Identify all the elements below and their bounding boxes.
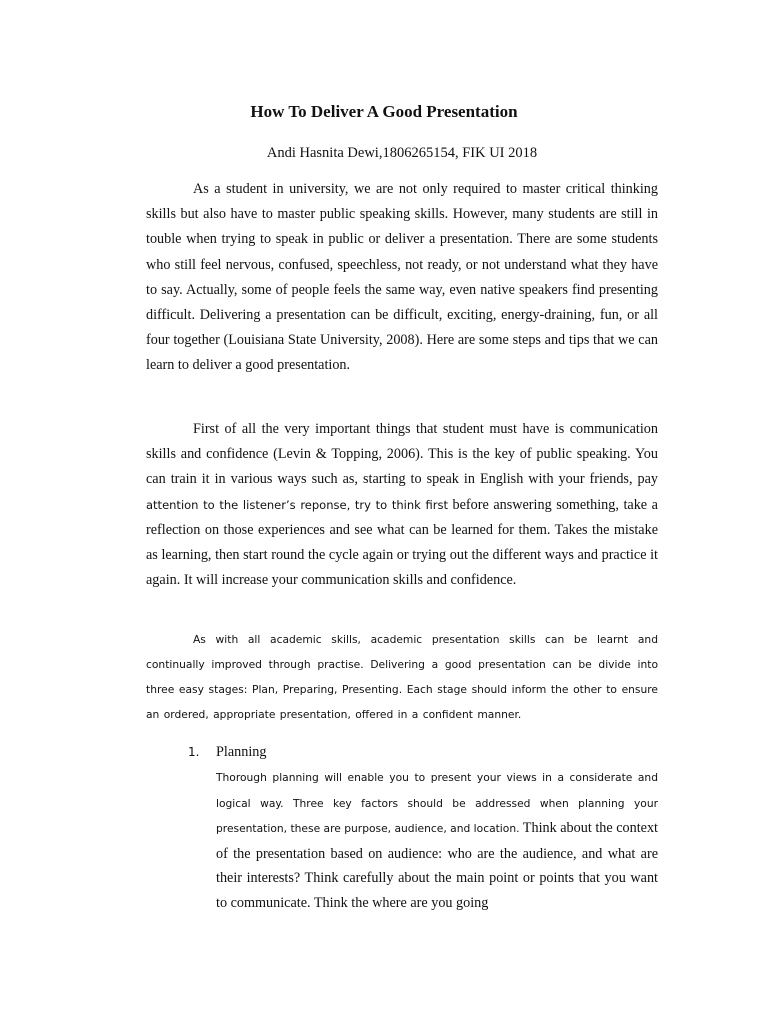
stages-list — [190, 740, 660, 916]
author-line: Andi Hasnita Dewi,1806265154, FIK UI 2018 — [266, 145, 538, 161]
paragraph-communication-part-3: before answering something, take a reflection on those experiences and see what can be learned for them. Takes the mistake as learning, then start round the cycle again or trying out the different ways and practice it again. It will increase your communication skills and confidence. — [146, 496, 658, 589]
list-number: 1. — [188, 745, 200, 759]
list-item-body — [216, 765, 658, 916]
list-label: Planning — [216, 744, 267, 760]
list-body-serif: Think about the context of the presentation based on audience: who are the audience, and what are their interests? Think carefully about the main point or points that you want to communicate. Think the where are you going — [216, 820, 658, 911]
paragraph-communication-part-2: attention to the listener’s reponse, try to think first — [146, 497, 448, 512]
document-title: How To Deliver A Good Presentation — [250, 102, 518, 121]
list-body-sans: Thorough planning will enable you to present your views in a considerate and logical way. Three key factors should be addressed when planning your presentation, these are purpose, audience, and location. — [216, 771, 658, 836]
paragraph-intro: As a student in university, we are not only required to master critical thinking skills but also have to master public speaking skills. However, many students are still in touble when trying to speak in public or deliver a presentation. There are some students who still feel nervous, confused, speechless, not ready, or not understand what they have to say. Actually, some of people feels the same way, even native speakers find presenting difficult. Delivering a presentation can be difficult, exciting, energy-draining, fun, or all four together (Louisiana State University, 2008). Here are some steps and tips that we can learn to deliver a good presentation. — [146, 181, 658, 374]
paragraph-communication — [146, 417, 658, 593]
list-item-planning — [190, 740, 660, 765]
paragraph-stages: As with all academic skills, academic presentation skills can be learnt and continually improved through practise. Delivering a good presentation can be divide into three easy stages: Plan, Preparing, Presenting. Each stage should inform the other to ensure an ordered, appropriate presentation, offered in a confident manner. — [146, 633, 658, 721]
paragraph-communication-part-1: First of all the very important things that student must have is communication skills and confidence (Levin & Topping, 2006). This is the key of public speaking. You can train it in various ways such as, starting to speak in English with your friends, pay — [146, 421, 658, 488]
